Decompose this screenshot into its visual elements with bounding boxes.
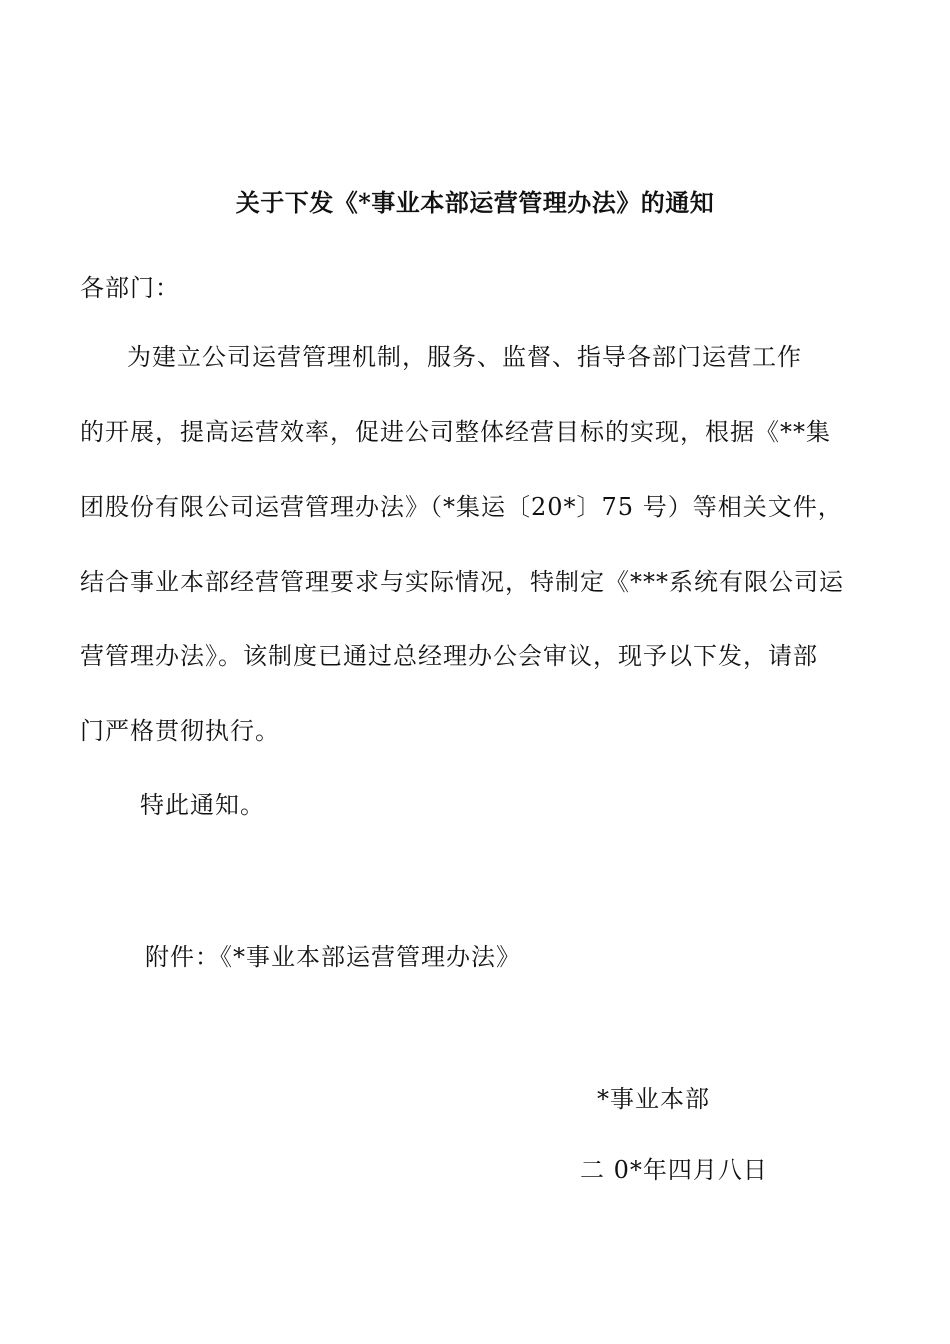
body-line-4: 结合事业本部经营管理要求与实际情况，特制定《***系统有限公司运 [80,568,844,596]
body-line-1: 为建立公司运营管理机制，服务、监督、指导各部门运营工作 [127,343,802,371]
body-line-6: 门严格贯彻执行。 [80,717,280,745]
signature-date: 二 0*年四月八日 [580,1156,768,1184]
body-line-5: 营管理办法》。该制度已通过总经理办公会审议，现予以下发，请部 [80,642,818,670]
closing-line: 特此通知。 [140,791,265,819]
signature-organization: *事业本部 [597,1085,710,1113]
body-line-3: 团股份有限公司运营管理办法》（*集运〔20*〕75 号）等相关文件， [80,493,843,521]
body-line-2: 的开展，提高运营效率，促进公司整体经营目标的实现，根据《**集 [80,418,831,446]
salutation: 各部门： [80,274,180,302]
document-title: 关于下发《*事业本部运营管理办法》的通知 [235,188,715,217]
attachment-reference: 附件：《*事业本部运营管理办法》 [145,943,521,971]
